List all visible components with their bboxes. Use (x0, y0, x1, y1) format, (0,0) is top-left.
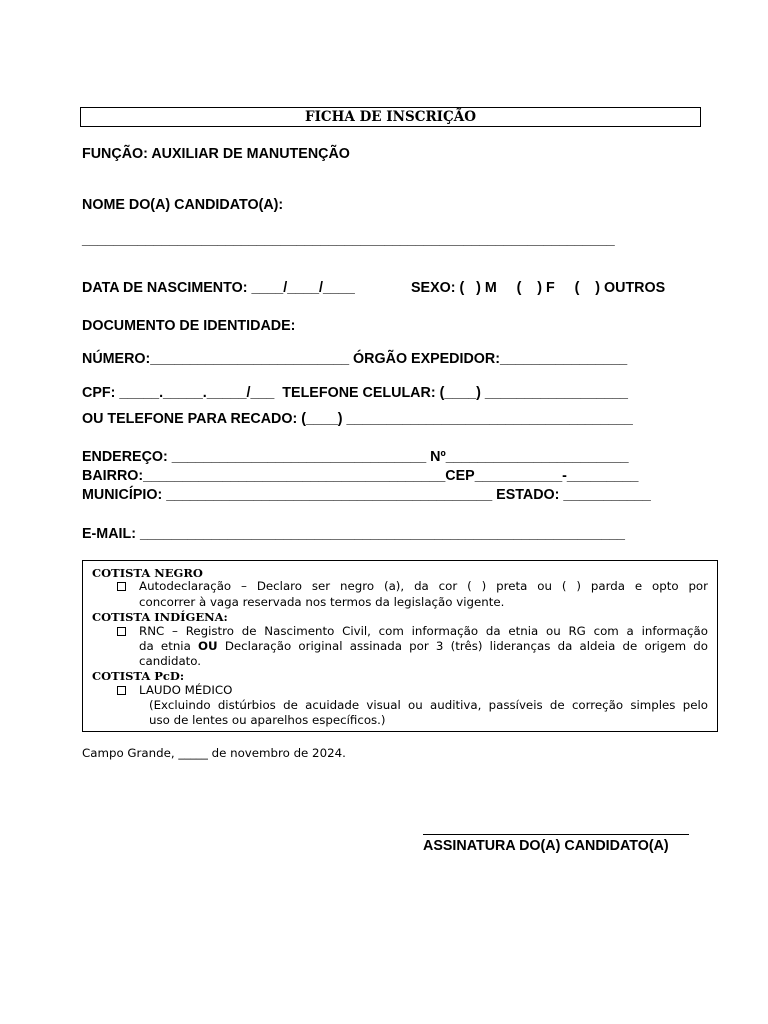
pcd-item: LAUDO MÉDICO (139, 683, 233, 697)
documento-label: DOCUMENTO DE IDENTIDADE: (82, 318, 296, 334)
cotista-negro-title: COTISTA NEGRO (92, 566, 203, 580)
signature-line[interactable] (423, 834, 689, 835)
ou-emphasis: OU (198, 639, 218, 653)
recado-field[interactable]: OU TELEFONE PARA RECADO: (____) ____________________________________ (82, 411, 633, 427)
checkbox-negro[interactable] (117, 582, 126, 591)
municipio-estado-field[interactable]: MUNICÍPIO: _________________________________________ ESTADO: ___________ (82, 487, 651, 503)
negro-text-1: Autodeclaração – Declaro ser negro (a), da cor ( ) preta ou ( ) parda e opto por (139, 579, 708, 593)
cotista-pcd-title: COTISTA PcD: (92, 669, 185, 683)
indigena-text-3: candidato. (139, 654, 202, 668)
indigena-text-2: da etnia OU Declaração original assinada por 3 (três) lideranças da aldeia de origem do (139, 639, 708, 653)
negro-text-2: concorrer à vaga reservada nos termos da legislação vigente. (139, 595, 505, 609)
endereco-field[interactable]: ENDEREÇO: ________________________________ Nº_______________________ (82, 449, 629, 465)
nome-field[interactable]: ___________________________________________________________________ (82, 232, 615, 248)
cpf-telefone-field[interactable]: CPF: _____._____._____/___ TELEFONE CELULAR: (____) __________________ (82, 385, 628, 401)
email-field[interactable]: E-MAIL: _____________________________________________________________ (82, 526, 625, 542)
funcao-label: FUNÇÃO: AUXILIAR DE MANUTENÇÃO (82, 146, 350, 162)
pcd-text-1: (Excluindo distúrbios de acuidade visual ou auditiva, passíveis de correção simples pelo (149, 698, 708, 712)
cotista-indigena-title: COTISTA INDÍGENA: (92, 610, 228, 624)
bairro-cep-field[interactable]: BAIRRO:______________________________________CEP___________-_________ (82, 468, 639, 484)
pcd-text-2: uso de lentes ou aparelhos específicos.) (149, 713, 386, 727)
nome-label: NOME DO(A) CANDIDATO(A): (82, 197, 284, 213)
signature-label: ASSINATURA DO(A) CANDIDATO(A) (423, 838, 669, 854)
sexo-field[interactable]: SEXO: ( ) M ( ) F ( ) OUTROS (411, 280, 666, 296)
nascimento-field[interactable]: DATA DE NASCIMENTO: ____/____/____ (82, 280, 355, 296)
checkbox-indigena[interactable] (117, 627, 126, 636)
numero-orgao-field[interactable]: NÚMERO:_________________________ ÓRGÃO EXPEDIDOR:________________ (82, 351, 628, 367)
indigena-text-1: RNC – Registro de Nascimento Civil, com informação da etnia ou RG com a informação (139, 624, 708, 638)
checkbox-pcd[interactable] (117, 686, 126, 695)
form-title: FICHA DE INSCRIÇÃO (80, 107, 701, 127)
local-data: Campo Grande, _____ de novembro de 2024. (82, 746, 346, 760)
